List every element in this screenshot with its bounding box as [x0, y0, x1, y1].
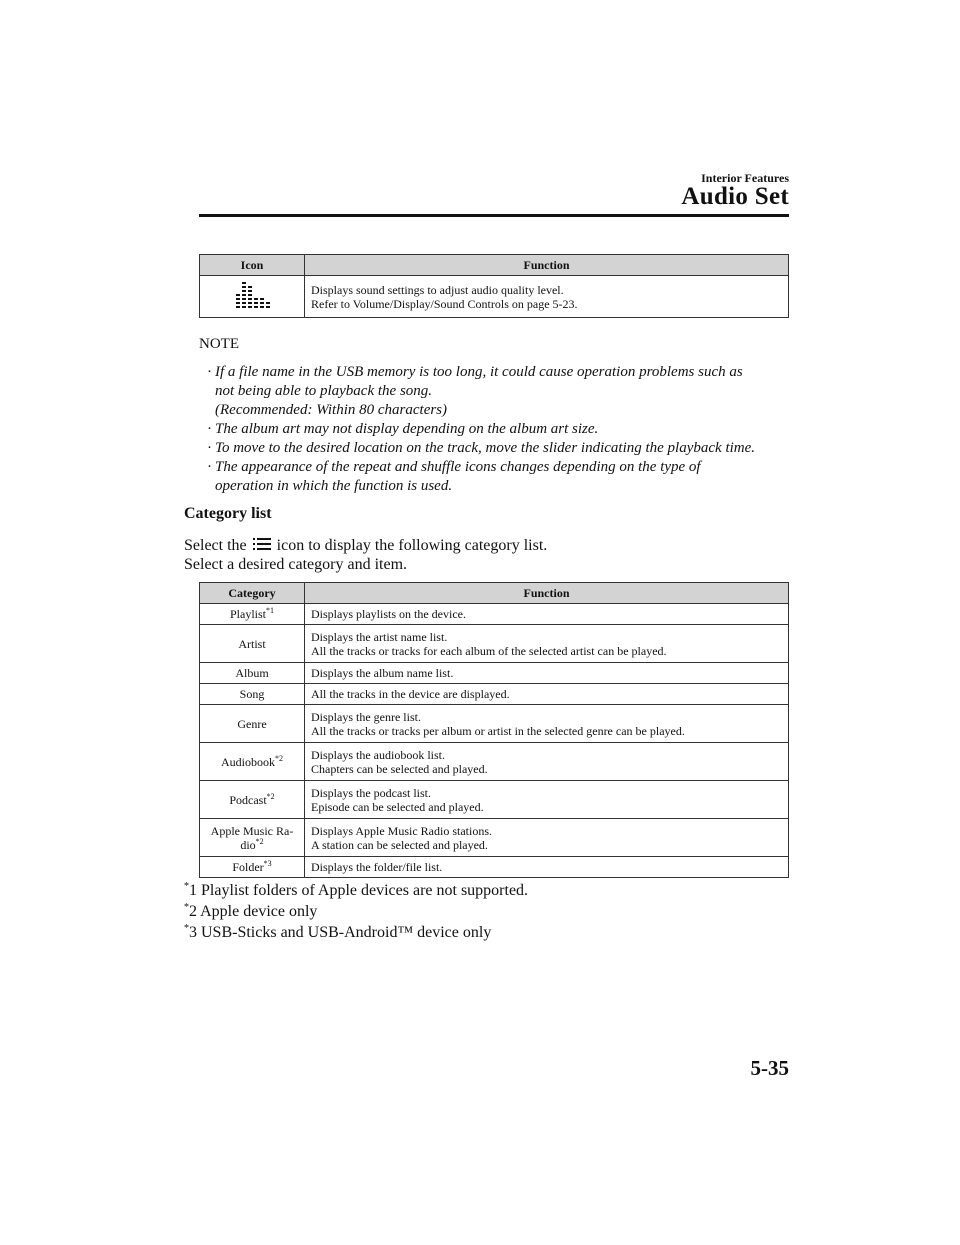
category-cell: Artist	[200, 625, 305, 663]
table-row	[200, 663, 789, 684]
category-cell: Podcast$^{*2}$	[200, 781, 305, 819]
intro-text-2: Select a desired category and item.	[184, 556, 408, 573]
column-header-function: Function	[305, 255, 789, 276]
list-icon	[253, 537, 271, 551]
column-header-category: Category	[200, 583, 305, 604]
function-cell: Displays the podcast list. Episode can be selected and played.	[305, 781, 789, 819]
list-item: · To move to the desired location on the track, move the slider indicating the playback time.	[207, 440, 756, 456]
category-cell: Playlist$^{*1}$	[200, 604, 305, 625]
table-header-row	[200, 255, 789, 276]
category-cell: Folder$^{*3}$	[200, 857, 305, 878]
table-row	[200, 819, 789, 857]
function-cell: Displays the album name list.	[305, 663, 789, 684]
footnotes	[184, 880, 528, 943]
footnote: *2 Apple device only	[184, 902, 318, 920]
table-row	[200, 857, 789, 878]
list-item: · The appearance of the repeat and shuffle icons changes depending on the type of operation in which the function is used.	[207, 459, 701, 494]
table-row	[200, 276, 789, 318]
table-row	[200, 684, 789, 705]
table-header-row	[200, 583, 789, 604]
header-divider	[199, 214, 789, 217]
column-header-icon: Icon	[200, 255, 305, 276]
function-cell: Displays Apple Music Radio stations. A station can be selected and played.	[305, 819, 789, 857]
list-item: · If a file name in the USB memory is too long, it could cause operation problems such as not being able to playback the song. (Recommended: Within 80 characters)	[207, 364, 743, 418]
category-cell: Audiobook$^{*2}$	[200, 743, 305, 781]
category-cell: Song	[200, 684, 305, 705]
function-cell: Displays sound settings to adjust audio quality level. Refer to Volume/Display/Sound Controls on page 5-23.	[305, 276, 789, 318]
function-cell: Displays playlists on the device.	[305, 604, 789, 625]
page-number: 5-35	[750, 1056, 789, 1080]
note-list	[207, 363, 792, 496]
intro-text: Select the icon to display the following category list.	[184, 537, 548, 554]
icon-cell	[200, 276, 305, 318]
section-name: Interior Features	[701, 171, 789, 185]
function-cell: Displays the artist name list. All the tracks or tracks for each album of the selected artist can be played.	[305, 625, 789, 663]
table-row	[200, 604, 789, 625]
table-row	[200, 743, 789, 781]
function-cell: Displays the folder/file list.	[305, 857, 789, 878]
table-row	[200, 705, 789, 743]
list-item: · The album art may not display depending on the album art size.	[207, 421, 599, 437]
category-cell: Apple Music Ra- dio$^{*2}$	[200, 819, 305, 857]
table-row	[200, 781, 789, 819]
category-cell: Album	[200, 663, 305, 684]
function-cell: Displays the genre list. All the tracks or tracks per album or artist in the selected genre can be played.	[305, 705, 789, 743]
sound-settings-bars-icon	[233, 299, 271, 313]
footnote: *1 Playlist folders of Apple devices are not supported.	[184, 881, 529, 899]
note-heading: NOTE	[199, 336, 239, 352]
column-header-function: Function	[305, 583, 789, 604]
section-heading: Category list	[184, 505, 272, 522]
category-function-table	[199, 582, 789, 878]
table-row	[200, 625, 789, 663]
page-title: Audio Set	[681, 183, 789, 210]
footnote: *3 USB-Sticks and USB-Android™ device only	[184, 923, 492, 941]
function-cell: Displays the audiobook list. Chapters can be selected and played.	[305, 743, 789, 781]
function-cell: All the tracks in the device are displayed.	[305, 684, 789, 705]
category-cell: Genre	[200, 705, 305, 743]
icon-function-table	[199, 254, 789, 318]
